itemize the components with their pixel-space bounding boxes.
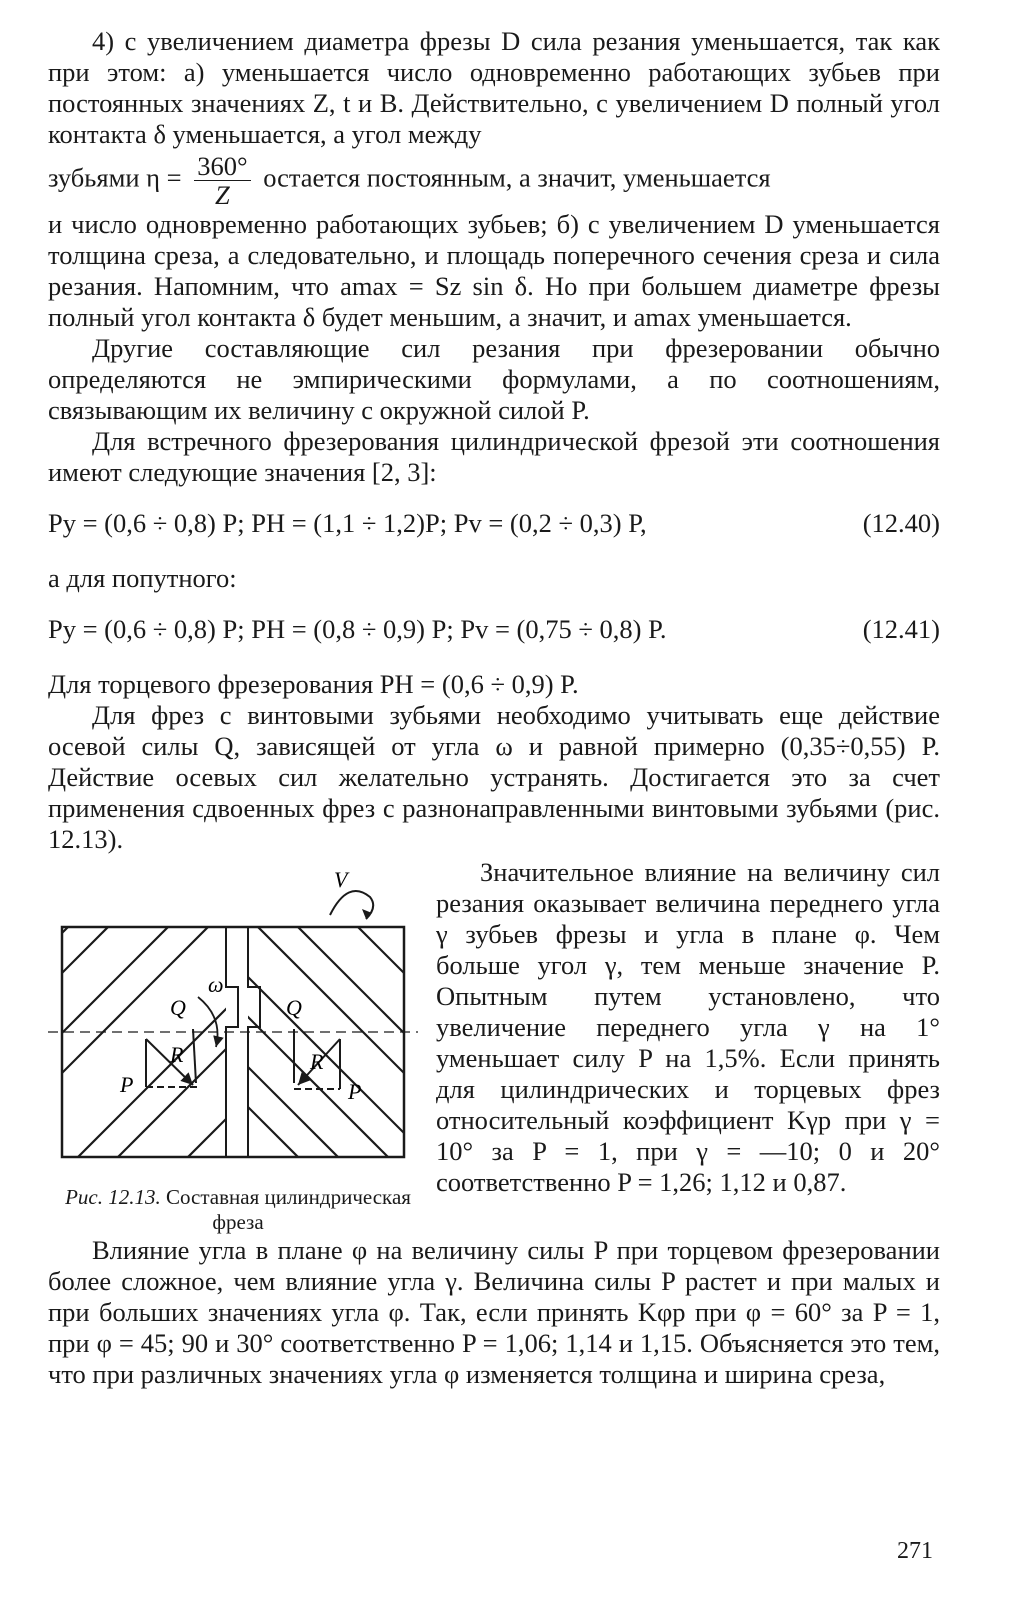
joint-line-left xyxy=(226,927,238,1157)
paragraph-4: а для попутного: xyxy=(48,563,237,593)
caption-text: Составная цилиндрическая фреза xyxy=(165,1185,411,1234)
composite-cutter-drawing xyxy=(48,857,418,1177)
label-p-left: P xyxy=(120,1072,134,1097)
paragraph-6: Для фрез с винтовыми зубьями необходимо учитывать еще действие осевой силы Q, зависящей от угла ω и равной примерно (0,35÷0,55) P. Действие осевых сил желательно устранять. Достигается это за счет применения сдвоенных фрез с разнонаправленными винтовыми зубьями (рис. 12.13). xyxy=(48,700,940,854)
figure-caption xyxy=(48,1185,428,1235)
book-page xyxy=(48,26,940,1390)
figure-block xyxy=(48,857,940,1235)
formula-12-41-number: (12.41) xyxy=(862,614,940,644)
label-omega: ω xyxy=(208,972,224,997)
formula-12-40-body: Py = (0,6 ÷ 0,8) P; PH = (1,1 ÷ 1,2)P; Pv = (0,2 ÷ 0,3) P, xyxy=(48,508,647,538)
figure-12-13 xyxy=(48,857,428,1235)
formula-12-40-number: (12.40) xyxy=(862,508,940,538)
paragraph-1-eta-line xyxy=(48,152,940,209)
label-r-right: R xyxy=(310,1049,324,1074)
page-number: 271 xyxy=(897,1538,933,1564)
eta-denominator: Z xyxy=(215,180,230,210)
label-p-right: P xyxy=(348,1079,362,1104)
paragraph-3: Для встречного фрезерования цилиндрической фрезой эти соотношения имеют следующие значения [2, 3]: xyxy=(48,426,940,487)
eta-suffix: остается постоянным, а значит, уменьшается xyxy=(263,162,771,193)
paragraph-8: Влияние угла в плане φ на величину силы P при торцевом фрезеровании более сложное, чем влияние угла γ. Величина силы P растет и при малых и при больших значениях угла φ. Так, если принять Kφp при φ = 60° за P = 1, при φ = 45; 90 и 30° соответственно P = 1,06; 1,14 и 1,15. Объясняется это тем, что при различных значениях угла φ изменяется толщина и ширина среза, xyxy=(48,1235,940,1389)
left-force-q xyxy=(193,1029,196,1083)
formula-12-41 xyxy=(48,614,940,645)
paragraph-1b: и число одновременно работающих зубьев; б) с увеличением D уменьшается толщина среза, а следовательно, и площадь поперечного сечения среза и сила резания. Напомним, что amax = Sz sin δ. Но при большем диаметре фрезы полный угол контакта δ будет меньшим, а значит, и amax уменьшается. xyxy=(48,209,940,332)
formula-12-41-body: Py = (0,6 ÷ 0,8) P; PH = (0,8 ÷ 0,9) P; Pv = (0,75 ÷ 0,8) P. xyxy=(48,614,667,644)
paragraph-2: Другие составляющие сил резания при фрезеровании обычно определяются не эмпирическими формулами, а по соотношениям, связывающим их величину с окружной силой P. xyxy=(48,333,940,425)
figure-side-text xyxy=(428,857,940,1235)
label-q-left: Q xyxy=(170,995,186,1020)
paragraph-1a: 4) с увеличением диаметра фрезы D сила резания уменьшается, так как при этом: а) уменьшается число одновременно работающих зубьев при постоянных значениях Z, t и B. Действительно, с увеличением D полный угол контакта δ уменьшается, а угол между xyxy=(48,26,940,149)
eta-prefix: зубьями η = xyxy=(48,162,182,193)
joint-line-right xyxy=(248,927,260,1157)
omega-arc xyxy=(198,997,218,1047)
paragraph-7: Значительное влияние на величину сил резания оказывает величина переднего угла γ зубьев фрезы и угла в плане φ. Чем больше угол γ, тем меньше значение P. Опытным путем установлено, что увеличение переднего угла γ на 1° уменьшает силу P на 1,5%. Если принять для цилиндрических и торцевых фрез относительный коэффициент Kγp при γ = 10° за P = 1, при γ = —10; 0 и 20° соответственно P = 1,26; 1,12 и 0,87. xyxy=(436,857,940,1197)
paragraph-5: Для торцевого фрезерования PH = (0,6 ÷ 0,9) P. xyxy=(48,669,579,699)
eta-numerator: 360° xyxy=(194,152,250,181)
label-v: V xyxy=(334,867,348,892)
label-q-right: Q xyxy=(286,995,302,1020)
label-r-left: R xyxy=(170,1042,184,1067)
eta-fraction xyxy=(194,152,250,209)
right-helical-teeth xyxy=(198,867,418,1177)
formula-12-40 xyxy=(48,508,940,539)
caption-label: Рис. 12.13. xyxy=(65,1185,161,1209)
rotation-arrowhead xyxy=(362,909,372,919)
